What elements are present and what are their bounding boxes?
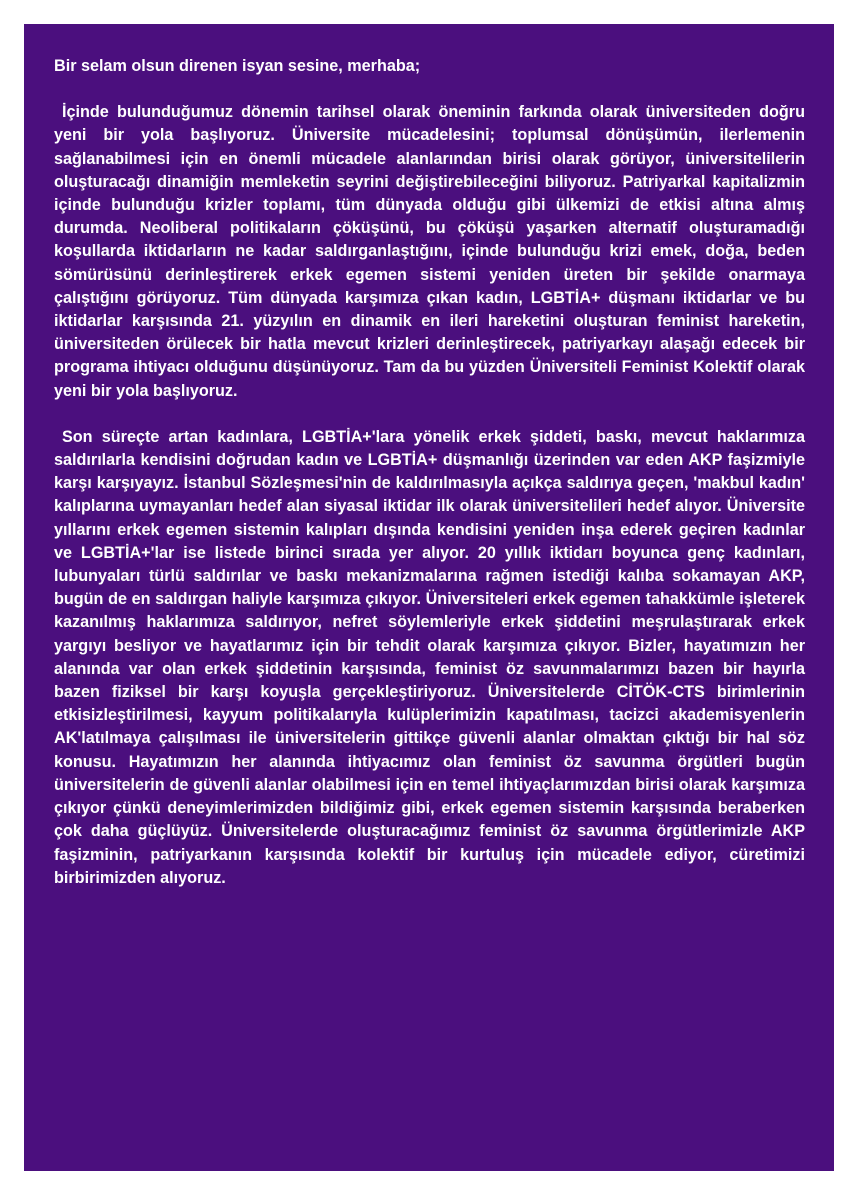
statement-text <box>54 55 805 890</box>
statement-panel <box>24 24 834 1171</box>
paragraph-2: Son süreçte artan kadınlara, LGBTİA+'lara yönelik erkek şiddeti, baskı, mevcut haklarımıza saldırılarla kendisini doğrudan kadın ve LGBTİA+ düşmanlığı üzerinden var eden AKP faşizmiyle karşı karşıyayız. İstanbul Sözleşmesi'nin de kaldırılmasıyla açıkça saldırıya geçen, 'makbul kadın' kalıplarına uymayanları hedef alan siyasal iktidar ilk olarak üniversitelileri hedef alıyor. Üniversite yıllarını erkek egemen sistemin kalıpları dışında kendisini yeniden inşa ederek geçiren kadınlar ve LGBTİA+'lar ise listede birinci sırada yer alıyor. 20 yıllık iktidarı boyunca genç kadınları, lubunyaları türlü saldırılar ve baskı mekanizmalarına rağmen istediği kalıba sokamayan AKP, bugün de en saldırgan haliyle karşımıza çıkıyor. Üniversiteleri erkek egemen tahakkümle işleterek kazanılmış haklarımıza saldırıyor, nefret söylemleriyle erkek şiddetini meşrulaştırarak erkek yargıyı besliyor ve hayatlarımız için bir tehdit olarak karşımıza çıkıyor. Bizler, hayatımızın her alanında var olan erkek şiddetinin karşısında, feminist öz savunmalarımızı bazen bir hayırla bazen fiziksel bir karşı koyuşla gerçekleştiriyoruz. Üniversitelerde CİTÖK-CTS birimlerinin etkisizleştirilmesi, kayyum politikalarıyla kulüplerimizin kapatılması, tacizci akademisyenlerin AK'latılmaya çalışılması ile üniversitelerin gittikçe güvenli alanlar olmaktan çıktığı bir hal söz konusu. Hayatımızın her alanında ihtiyacımız olan feminist öz savunma örgütleri bugün üniversitelerin de güvenli alanlar olabilmesi için en temel ihtiyaçlarımızdan birisi olarak karşımıza çıkıyor çünkü deneyimlerimizden bildiğimiz gibi, erkek egemen sistemin karşısında beraberken çok daha güçlüyüz. Üniversitelerde oluşturacağımız feminist öz savunma örgütlerimizle AKP faşizminin, patriyarkanın karşısında kolektif bir kurtuluş için mücadele ediyor, cüretimizi birbirimizden alıyoruz. <box>54 427 805 887</box>
paragraph-1: İçinde bulunduğumuz dönemin tarihsel olarak öneminin farkında olarak üniversiteden doğru yeni bir yola başlıyoruz. Üniversite mücadelesini; toplumsal dönüşümün, ilerlemenin sağlanabilmesi için en önemli mücadele alanlarından birisi olarak görüyor, üniversitelilerin oluşturacağı dinamiğin memleketin seyrini değiştirebileceğini biliyoruz. Patriyarkal kapitalizmin içinde bulunduğu krizler toplamı, tüm dünyada olduğu gibi ülkemizi de etkisi altına almış durumda. Neoliberal politikaların çöküşünü, bu çöküşü yaşarken alternatif oluşturamadığı koşullarda iktidarların ne kadar saldırganlaştığını, içinde bulunduğu krizi emek, doğa, beden sömürüsünü derinleştirerek erkek egemen sistemi yeniden üreten bir şekilde onarmaya çalıştığını görüyoruz. Tüm dünyada karşımıza çıkan kadın, LGBTİA+ düşmanı iktidarlar ve bu iktidarlar karşısında 21. yüzyılın en dinamik en ileri hareketini oluşturan feminist hareketin, üniversiteden örülecek bir hatla mevcut krizleri derinleştirecek, patriyarkayı alaşağı edecek bir programa ihtiyacı olduğunu düşünüyoruz. Tam da bu yüzden Üniversiteli Feminist Kolektif olarak yeni bir yola başlıyoruz. <box>54 103 805 400</box>
greeting: Bir selam olsun direnen isyan sesine, merhaba; <box>54 57 421 75</box>
